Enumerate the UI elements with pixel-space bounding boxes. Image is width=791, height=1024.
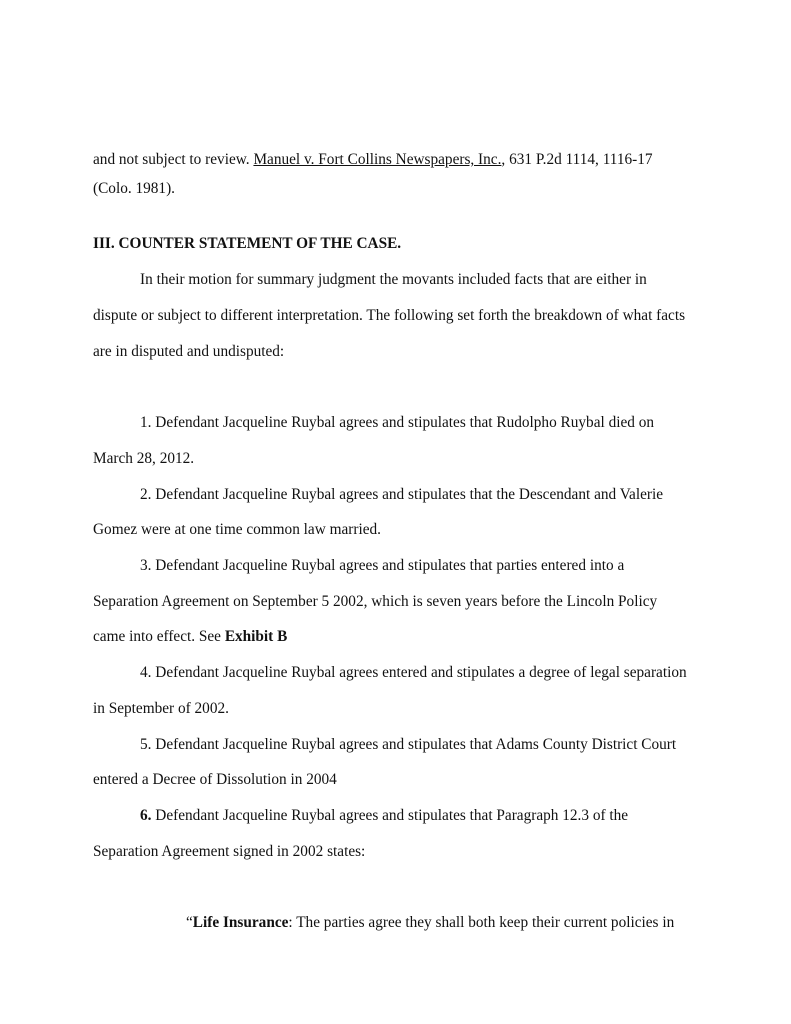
item-3-line-1: 3. Defendant Jacqueline Ruybal agrees and stipulates that parties entered into a — [140, 557, 625, 574]
item-2-line-2: Gomez were at one time common law married. — [93, 521, 381, 538]
intro-line-3: are in disputed and undisputed: — [93, 343, 285, 360]
item-6-text: Defendant Jacqueline Ruybal agrees and stipulates that Paragraph 12.3 of the — [151, 807, 629, 824]
case-citation: Manuel v. Fort Collins Newspapers, Inc. — [253, 151, 502, 168]
item-2-line-1: 2. Defendant Jacqueline Ruybal agrees and stipulates that the Descendant and Valerie — [140, 486, 664, 503]
intro-line-1: In their motion for summary judgment the movants included facts that are either in — [140, 271, 647, 288]
item-4-line-2: in September of 2002. — [93, 700, 229, 717]
item-3-line-2: Separation Agreement on September 5 2002, which is seven years before the Lincoln Policy — [93, 593, 658, 610]
item-6-number: 6. — [140, 807, 152, 824]
item-4-line-1: 4. Defendant Jacqueline Ruybal agrees entered and stipulates a degree of legal separation — [140, 664, 687, 681]
section-heading-text: III. COUNTER STATEMENT OF THE CASE. — [93, 235, 402, 252]
quote-open-mark: “ — [186, 914, 193, 931]
exhibit-reference: Exhibit B — [224, 628, 288, 645]
item-6-line-1 — [140, 807, 628, 825]
intro-line-2: dispute or subject to different interpretation. The following set forth the breakdown of what facts — [93, 307, 686, 324]
item-5-line-2: entered a Decree of Dissolution in 2004 — [93, 771, 337, 788]
prior-paragraph-line-2: (Colo. 1981). — [93, 180, 176, 197]
section-heading — [93, 235, 401, 253]
prior-text-a: and not subject to review. — [93, 151, 254, 168]
prior-paragraph-line-1 — [93, 151, 653, 169]
item-3-see-text: came into effect. See — [93, 628, 225, 645]
quote-title: Life Insurance — [192, 914, 289, 931]
item-6-line-2: Separation Agreement signed in 2002 states: — [93, 843, 366, 860]
item-1-line-1: 1. Defendant Jacqueline Ruybal agrees and stipulates that Rudolpho Ruybal died on — [140, 414, 655, 431]
prior-text-b: , 631 P.2d 1114, 1116-17 — [501, 151, 653, 168]
quoted-clause — [186, 914, 674, 932]
item-3-line-3 — [93, 628, 287, 646]
item-5-line-1: 5. Defendant Jacqueline Ruybal agrees and stipulates that Adams County District Court — [140, 736, 677, 753]
item-1-line-2: March 28, 2012. — [93, 450, 195, 467]
quote-text: : The parties agree they shall both keep their current policies in — [288, 914, 675, 931]
